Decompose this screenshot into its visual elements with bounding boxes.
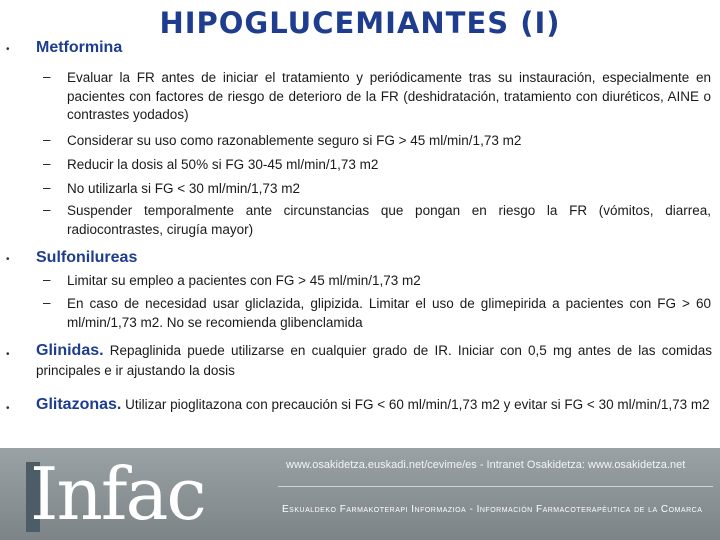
footer-subtitle: Eskualdeko Farmakoterapi Informazioa - Información Farmacoterapéutica de la Comarca [282,504,703,515]
glitazonas-heading: Glitazonas. [36,396,122,413]
footer-url: www.osakidetza.euskadi.net/cevime/es - Intranet Osakidetza: www.osakidetza.net [286,459,686,471]
sulfonilureas-item-2: En caso de necesidad usar gliclazida, glipizida. Limitar el uso de glimepirida a pacientes con FG > 60 ml/min/1,73 m2. No se recomienda glibenclamida [67,296,711,330]
dash-icon: – [43,272,51,287]
metformina-item-5: Suspender temporalmente ante circunstancias que pongan en riesgo la FR (vómitos, diarrea, radiocontrastes, cirugía mayor) [67,203,711,237]
bullet-icon: • [6,44,10,55]
bullet-icon: • [6,403,10,414]
glinidas-paragraph [36,341,712,381]
metformina-item-3: Reducir la dosis al 50% si FG 30-45 ml/min/1,73 m2 [67,157,379,172]
glitazonas-text: Utilizar pioglitazona con precaución si FG < 60 ml/min/1,73 m2 y evitar si FG < 30 ml/min/1,73 m2 [125,397,710,412]
bullet-icon: • [6,349,10,360]
metformina-heading: Metformina [36,39,123,56]
sulfonilureas-heading: Sulfonilureas [36,249,138,266]
infac-logo: Infac [30,452,205,536]
bullet-icon: • [6,254,10,265]
metformina-item-2: Considerar su uso como razonablemente seguro si FG > 45 ml/min/1,73 m2 [67,133,522,148]
glitazonas-paragraph [36,395,712,415]
dash-icon: – [43,202,51,217]
dash-icon: – [43,295,51,310]
sulfonilureas-item-1: Limitar su empleo a pacientes con FG > 45 ml/min/1,73 m2 [67,273,421,288]
footer-divider [278,486,713,487]
dash-icon: – [43,156,51,171]
metformina-item-1: Evaluar la FR antes de iniciar el tratamiento y periódicamente tras su instauración, especialmente en pacientes con factores de riesgo de deterioro de la FR (deshidratación, tratamiento con diuréticos, AINE o contrastes yodados) [67,70,711,122]
glinidas-text: Repaglinida puede utilizarse en cualquier grado de IR. Iniciar con 0,5 mg antes de las comidas principales e ir ajustando la dosis [36,343,712,378]
dash-icon: – [43,180,51,195]
page-title: HIPOGLUCEMIANTES (I) [159,6,561,40]
metformina-item-4: No utilizarla si FG < 30 ml/min/1,73 m2 [67,181,300,196]
dash-icon: – [43,132,51,147]
glinidas-heading: Glinidas. [36,342,104,359]
dash-icon: – [43,69,51,84]
